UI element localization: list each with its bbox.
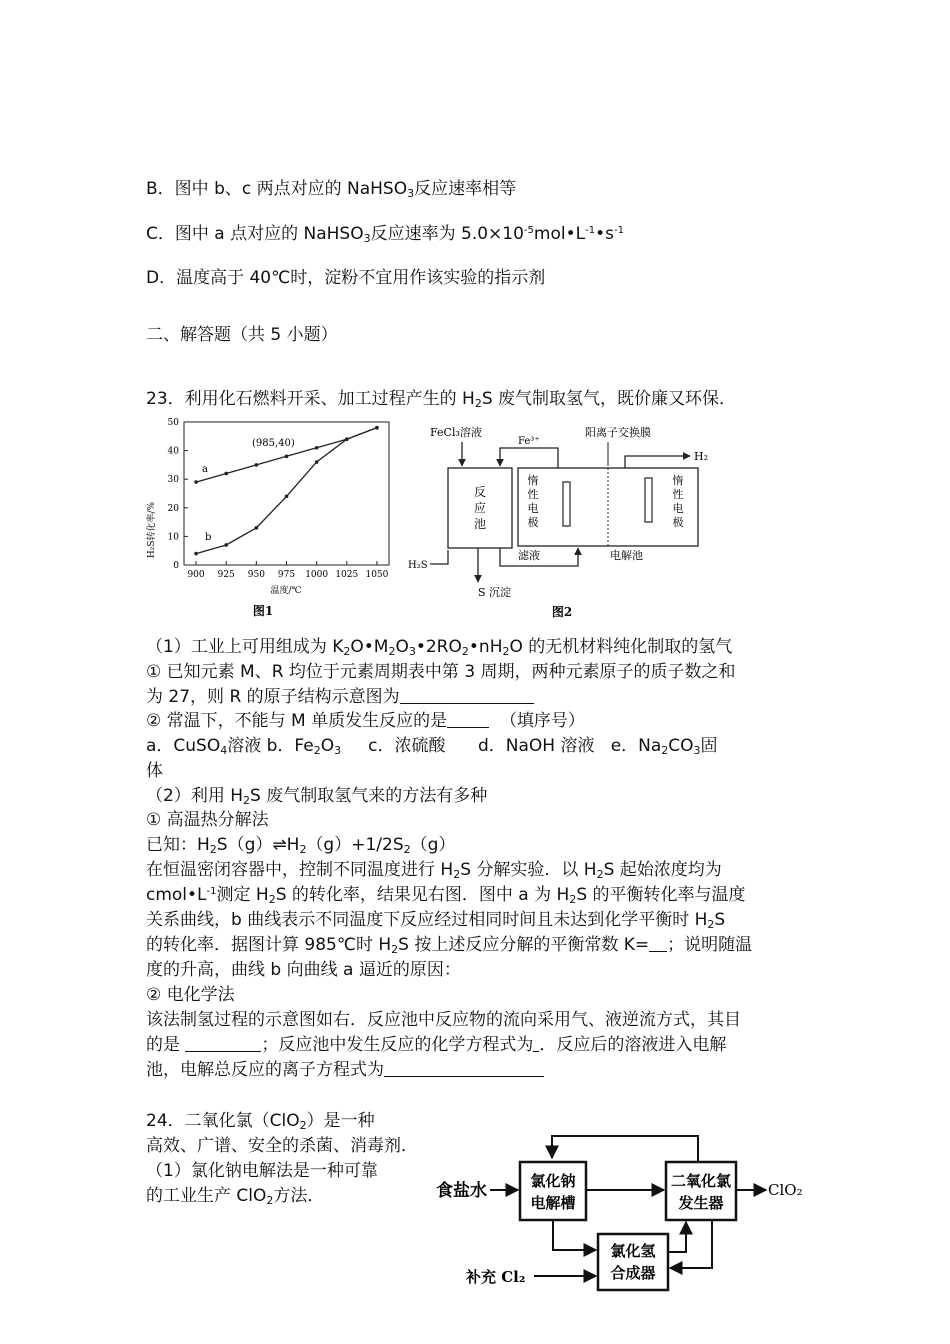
clo2-generator-2: 发生器	[678, 1194, 724, 1212]
q23-p6: 体	[146, 761, 163, 781]
h2s-label: H₂S	[408, 560, 428, 571]
q23-p15: ② 电化学法	[146, 985, 235, 1005]
y-tick-label: 50	[167, 418, 179, 428]
hcl-synth-1: 氯化氢	[610, 1242, 656, 1260]
clo2-generator-1: 二氧化氯	[670, 1172, 732, 1190]
y-tick-label: 40	[167, 446, 179, 457]
y-tick-label: 10	[167, 532, 179, 543]
curve-a-point	[255, 463, 259, 467]
curve-a-point	[194, 480, 198, 484]
answer-blank-ionic-equation[interactable]	[384, 1060, 544, 1077]
y-tick-label: 0	[173, 561, 179, 571]
curve-b-point	[285, 495, 289, 499]
y-tick-label: 30	[167, 475, 179, 486]
answer-blank-purpose[interactable]	[185, 1035, 261, 1052]
x-tick-label: 900	[187, 570, 205, 580]
cl2-supply-label: 补充 Cl₂	[466, 1268, 526, 1286]
right-electrode-bar	[645, 478, 652, 522]
fig1-chart	[140, 410, 400, 620]
q23-p14: 度的升高，曲线 b 向曲线 a 逼近的原因：	[146, 960, 461, 980]
right-electrode-2: 性	[672, 488, 684, 501]
nacl-electrolyzer-2: 电解槽	[530, 1194, 576, 1212]
left-electrode-4: 极	[527, 516, 539, 529]
option-b: B．图中 b、c 两点对应的 NaHSO$_3$反应速率相等	[146, 179, 517, 200]
answer-blank-k[interactable]	[649, 935, 667, 952]
x-tick-label: 950	[247, 570, 265, 580]
fig1-xlabel: 温度/℃	[270, 586, 302, 596]
fig2-diagram	[400, 418, 730, 623]
electrolyzer-box	[518, 468, 698, 546]
fe3-label: Fe³⁺	[518, 436, 540, 447]
curve-a-point	[285, 455, 289, 459]
q23-p3: 为 27，则 R 的原子结构示意图为	[146, 686, 534, 708]
curve-a-point	[224, 472, 228, 476]
curve-b-point	[375, 426, 379, 430]
h2-label: H₂	[694, 450, 709, 463]
nacl-electrolyzer-1: 氯化钠	[530, 1172, 576, 1190]
left-electrode-3: 电	[527, 502, 539, 515]
section-title: 二、解答题（共 5 小题）	[146, 325, 338, 345]
curve-a-point	[315, 446, 319, 450]
q23-p16: 该法制氢过程的示意图如右．反应池中反应物的流向采用气、液逆流方式，其目	[146, 1010, 741, 1030]
reactor-label-2: 应	[473, 501, 487, 515]
option-d: D．温度高于 40℃时，淀粉不宜用作该实验的指示剂	[146, 268, 546, 288]
x-tick-label: 1000	[305, 570, 329, 580]
right-electrode-3: 电	[672, 502, 684, 515]
q23-p10: 在恒温密闭容器中，控制不同温度进行 $H_2S$ 分解实验．以 $H_2S$ 起始浓度均为	[146, 860, 722, 881]
s-precip-label: S 沉淀	[478, 586, 512, 599]
q23-p11: $cmol•L^{-1}$测定 $H_2S$ 的转化率，结果见右图．图中 a 为 $H_2S$ 的平衡转化率与温度	[146, 885, 746, 906]
q23-p1: （1）工业上可用组成为 $K_2O•M_2O_3•2RO_2•nH_2O$ 的无机材料纯化制取的氢气	[146, 637, 733, 658]
membrane-label: 阳离子交换膜	[585, 426, 651, 439]
q24-l2: 高效、广谱、安全的杀菌、消毒剂．	[146, 1136, 418, 1156]
curve-b-point	[345, 437, 349, 441]
q24-l1: 24．二氧化氯（ClO$_2$）是一种	[146, 1111, 375, 1132]
q23-p13: 的转化率．据图计算 985℃时 $H_2S$ 按上述反应分解的平衡常数 K= ；说明随温	[146, 935, 753, 956]
q23-p12: 关系曲线，b 曲线表示不同温度下反应经过相同时间且未达到化学平衡时 $H_2S$	[146, 910, 726, 931]
q23-p18: 池，电解总反应的离子方程式为	[146, 1059, 544, 1081]
electrolyzer-label: 电解池	[610, 549, 643, 562]
q23-p9: 已知：$H_2S(g)\rightleftharpoons H_2(g)+1/2S_2(g)$	[146, 835, 456, 856]
fig1-ylabel: H₂S转化率/%	[147, 501, 157, 559]
x-tick-label: 975	[277, 570, 296, 580]
left-electrode-bar	[563, 482, 570, 526]
hcl-synth-2: 合成器	[610, 1264, 656, 1282]
option-c: C．图中 a 点对应的 NaHSO$_3$反应速率为 $5.0\times 10^{-5}mol•L^{-1}•s^{-1}$	[146, 224, 624, 245]
curve-a-label: a	[202, 464, 208, 475]
fig1-caption: 图1	[252, 604, 274, 618]
q24-l4: 的工业生产 ClO$_2$方法．	[146, 1186, 325, 1207]
x-tick-label: 1050	[365, 570, 389, 580]
curve-b-point	[224, 543, 228, 547]
curve-b-point	[255, 526, 259, 530]
x-tick-label: 1025	[335, 570, 359, 580]
fig2-caption: 图2	[551, 605, 573, 619]
answer-blank-m-reaction[interactable]	[447, 711, 489, 728]
right-electrode-1: 惰	[672, 474, 684, 487]
y-tick-label: 20	[167, 503, 179, 514]
curve-b-point	[315, 460, 319, 464]
answer-blank-r-structure[interactable]	[400, 687, 534, 704]
x-tick-label: 925	[217, 570, 235, 580]
q23-p7: （2）利用 $H_2S$ 废气制取氢气来的方法有多种	[146, 786, 488, 807]
clo2-output-label: ClO₂	[768, 1181, 803, 1199]
q24-l3: （1）氯化钠电解法是一种可靠	[146, 1161, 378, 1181]
curve-b-point	[194, 552, 198, 556]
left-electrode-2: 性	[527, 488, 539, 501]
salt-water-label: 食盐水	[436, 1181, 487, 1201]
curve-b-label: b	[205, 532, 212, 543]
q23-title: 23．利用化石燃料开采、加工过程产生的 $H_2S$ 废气制取氢气，既价廉又环保．	[146, 389, 737, 410]
reactor-label-1: 反	[473, 485, 487, 499]
q23-p4: ② 常温下，不能与 M 单质发生反应的是 （填序号）	[146, 711, 585, 731]
fig3-diagram	[430, 1128, 810, 1300]
point-label: (985,40)	[252, 438, 295, 449]
reactor-label-3: 池	[473, 517, 487, 531]
left-electrode-1: 惰	[527, 474, 539, 487]
right-electrode-4: 极	[672, 516, 684, 529]
filtrate-label: 滤液	[518, 549, 540, 562]
q23-p17: 的是 ；反应池中发生反应的化学方程式为 ．反应后的溶液进入电解	[146, 1035, 727, 1055]
fecl3-label: FeCl₃溶液	[430, 426, 482, 439]
q23-p5: a．CuSO$_4$溶液 b．$Fe_2O_3$ c．浓硫酸 d．NaOH 溶液 e．$Na_2CO_3$固	[146, 736, 718, 757]
q23-p8: ① 高温热分解法	[146, 810, 269, 830]
q23-p2: ① 已知元素 M、R 均位于元素周期表中第 3 周期，两种元素原子的质子数之和	[146, 662, 736, 682]
